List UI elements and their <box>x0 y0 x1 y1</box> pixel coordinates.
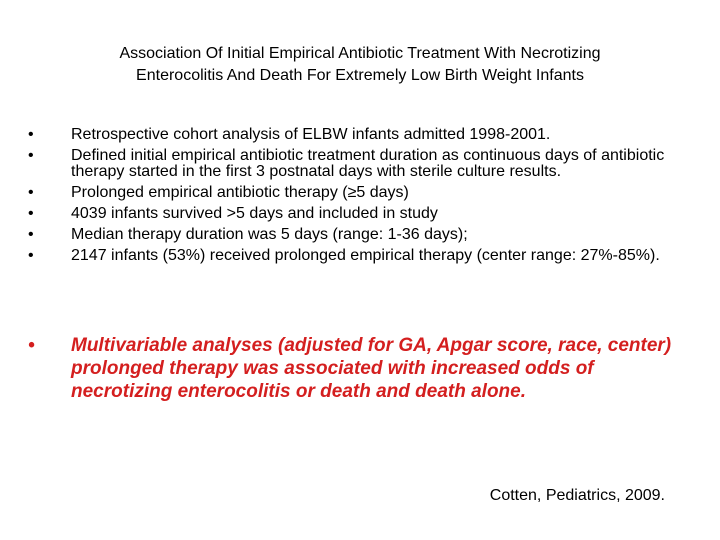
bullet-icon: • <box>28 335 35 356</box>
bullet-item <box>28 206 678 222</box>
bullet-icon: • <box>28 205 34 222</box>
bullet-text: 4039 infants survived >5 days and included in study <box>71 205 438 222</box>
bullet-item <box>28 227 678 243</box>
bullet-icon: • <box>28 147 34 164</box>
bullet-icon: • <box>28 226 34 243</box>
bullet-text: Median therapy duration was 5 days (range: 1-36 days); <box>71 226 468 243</box>
bullet-text: Retrospective cohort analysis of ELBW infants admitted 1998-2001. <box>71 126 551 143</box>
slide-title: Association Of Initial Empirical Antibiotic Treatment With Necrotizing Enterocolitis And Death For Extremely Low Birth Weight Infants <box>119 45 601 84</box>
bullet-icon: • <box>28 247 34 264</box>
key-finding <box>28 334 678 403</box>
bullet-icon: • <box>28 184 34 201</box>
bullet-item <box>28 185 678 201</box>
bullet-item <box>28 127 678 143</box>
bullet-text: Prolonged empirical antibiotic therapy (≥5 days) <box>71 184 409 201</box>
bullet-text: 2147 infants (53%) received prolonged empirical therapy (center range: 27%-85%). <box>71 247 660 264</box>
key-finding-text: Multivariable analyses (adjusted for GA, Apgar score, race, center) prolonged therapy was associated with increased odds of necrotizing enterocolitis or death and death alone. <box>71 335 672 402</box>
bullet-list <box>28 127 678 269</box>
bullet-item <box>28 248 678 264</box>
bullet-item <box>28 148 678 180</box>
citation: Cotten, Pediatrics, 2009. <box>489 487 665 504</box>
bullet-text: Defined initial empirical antibiotic treatment duration as continuous days of antibiotic therapy started in the first 3 postnatal days with sterile culture results. <box>71 147 665 180</box>
bullet-icon: • <box>28 126 34 143</box>
